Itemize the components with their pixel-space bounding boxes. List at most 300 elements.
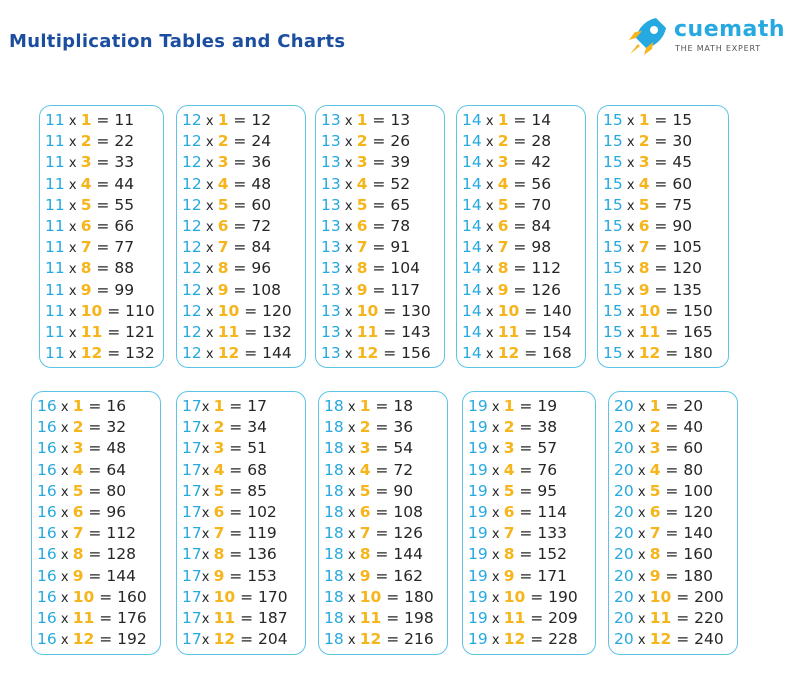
times-sign: x bbox=[622, 283, 639, 299]
table-row bbox=[324, 438, 447, 459]
product: 96 bbox=[251, 259, 272, 278]
equals-sign: = bbox=[671, 630, 695, 649]
base-number: 18 bbox=[324, 608, 344, 627]
product: 16 bbox=[106, 397, 127, 415]
product: 187 bbox=[257, 608, 288, 627]
product: 13 bbox=[390, 111, 411, 129]
base-number: 20 bbox=[614, 502, 634, 521]
multiplier: 3 bbox=[649, 439, 661, 458]
equals-sign: = bbox=[91, 195, 115, 214]
times-sign: x bbox=[64, 347, 81, 363]
times-sign: x bbox=[481, 283, 498, 299]
table-row bbox=[321, 258, 444, 279]
multiplier: 1 bbox=[503, 397, 515, 415]
table-row bbox=[37, 396, 160, 417]
base-number: 19 bbox=[468, 439, 488, 458]
equals-sign: = bbox=[660, 460, 684, 479]
times-sign: x bbox=[487, 505, 504, 521]
multiplier: 6 bbox=[497, 216, 509, 235]
multiplier: 3 bbox=[217, 153, 229, 172]
times-sign: x bbox=[487, 421, 504, 437]
multiplier: 9 bbox=[638, 280, 650, 299]
base-number: 11 bbox=[45, 132, 65, 151]
product: 30 bbox=[672, 132, 693, 151]
times-sign: x bbox=[56, 421, 73, 437]
multiplier: 5 bbox=[497, 195, 509, 214]
times-sign: x bbox=[343, 463, 360, 479]
equals-sign: = bbox=[660, 545, 684, 564]
multiplier: 2 bbox=[497, 132, 509, 151]
product: 204 bbox=[257, 630, 288, 649]
times-sign: x bbox=[64, 325, 81, 341]
times-sign: x bbox=[481, 177, 498, 193]
table-row bbox=[603, 322, 728, 343]
equals-sign: = bbox=[228, 195, 252, 214]
equals-sign: = bbox=[649, 238, 673, 257]
product: 171 bbox=[537, 566, 567, 585]
table-row bbox=[468, 396, 595, 417]
table-row bbox=[468, 566, 595, 587]
times-sign: x bbox=[622, 304, 639, 320]
equals-sign: = bbox=[381, 587, 405, 606]
base-number: 15 bbox=[603, 132, 623, 151]
base-number: 17 bbox=[182, 587, 202, 606]
product: 33 bbox=[114, 153, 135, 172]
base-number: 13 bbox=[321, 153, 341, 172]
equals-sign: = bbox=[508, 132, 532, 151]
multiplier: 1 bbox=[80, 111, 92, 129]
equals-sign: = bbox=[228, 259, 252, 278]
multiplier: 9 bbox=[503, 566, 515, 585]
multiplier: 4 bbox=[649, 460, 661, 479]
multiplier: 12 bbox=[213, 630, 236, 649]
equals-sign: = bbox=[83, 460, 107, 479]
product: 15 bbox=[672, 111, 693, 129]
times-sign: x bbox=[340, 325, 357, 341]
times-sign: x bbox=[481, 347, 498, 363]
base-number: 12 bbox=[182, 322, 202, 341]
base-number: 13 bbox=[321, 132, 341, 151]
multiplier: 4 bbox=[217, 174, 229, 193]
brand-logo[interactable] bbox=[626, 14, 785, 58]
product: 48 bbox=[106, 439, 127, 458]
table-17 bbox=[176, 391, 306, 655]
table-row bbox=[182, 566, 305, 587]
base-number: 14 bbox=[462, 238, 482, 257]
base-number: 17 bbox=[182, 418, 202, 437]
product: 72 bbox=[393, 460, 414, 479]
multiplier: 12 bbox=[649, 630, 672, 649]
times-sign: x bbox=[343, 421, 360, 437]
product: 152 bbox=[537, 545, 567, 564]
base-number: 19 bbox=[468, 545, 488, 564]
product: 216 bbox=[404, 630, 434, 649]
times-sign: x bbox=[487, 527, 504, 543]
table-row bbox=[182, 152, 305, 173]
equals-sign: = bbox=[102, 301, 126, 320]
product: 133 bbox=[537, 524, 567, 543]
table-row bbox=[321, 131, 444, 152]
table-row bbox=[37, 566, 160, 587]
equals-sign: = bbox=[378, 301, 402, 320]
times-sign: x bbox=[633, 400, 650, 415]
product: 108 bbox=[393, 502, 423, 521]
table-row bbox=[614, 608, 737, 629]
base-number: 11 bbox=[45, 259, 65, 278]
times-sign: x bbox=[56, 590, 73, 606]
multiplier: 8 bbox=[72, 545, 84, 564]
product: 120 bbox=[683, 502, 713, 521]
times-sign: x bbox=[64, 283, 81, 299]
equals-sign: = bbox=[94, 630, 118, 649]
table-row bbox=[182, 460, 305, 481]
times-sign: x bbox=[343, 611, 360, 627]
product: 170 bbox=[257, 587, 288, 606]
times-sign: x bbox=[633, 590, 650, 606]
equals-sign: = bbox=[514, 439, 538, 458]
product: 110 bbox=[125, 301, 155, 320]
base-number: 15 bbox=[603, 195, 623, 214]
multiplier: 4 bbox=[497, 174, 509, 193]
product: 192 bbox=[117, 630, 147, 649]
product: 140 bbox=[542, 301, 572, 320]
multiplier: 10 bbox=[213, 587, 236, 606]
equals-sign: = bbox=[508, 259, 532, 278]
product: 132 bbox=[262, 322, 292, 341]
product: 28 bbox=[531, 132, 552, 151]
base-number: 11 bbox=[45, 301, 65, 320]
multiplier: 10 bbox=[359, 587, 382, 606]
equals-sign: = bbox=[514, 524, 538, 543]
equals-sign: = bbox=[370, 418, 394, 437]
multiplier: 1 bbox=[359, 397, 371, 415]
multiplier: 12 bbox=[356, 344, 379, 363]
multiplier: 8 bbox=[503, 545, 515, 564]
multiplier: 7 bbox=[217, 238, 229, 257]
equals-sign: = bbox=[367, 195, 391, 214]
equals-sign: = bbox=[228, 111, 252, 129]
times-sign: x bbox=[487, 548, 504, 564]
times-sign: x bbox=[56, 442, 73, 458]
equals-sign: = bbox=[367, 174, 391, 193]
equals-sign: = bbox=[239, 301, 263, 320]
equals-sign: = bbox=[91, 280, 115, 299]
table-row bbox=[462, 216, 585, 237]
product: 80 bbox=[106, 481, 127, 500]
times-sign: x bbox=[343, 400, 360, 415]
times-sign: x bbox=[56, 484, 73, 500]
base-number: 18 bbox=[324, 418, 344, 437]
multiplier: 5 bbox=[217, 195, 229, 214]
times-sign: x bbox=[64, 304, 81, 320]
base-number: 14 bbox=[462, 301, 482, 320]
product: 57 bbox=[537, 439, 558, 458]
base-number: 16 bbox=[37, 439, 57, 458]
multiplier: 10 bbox=[649, 587, 672, 606]
base-number: 20 bbox=[614, 566, 634, 585]
table-row bbox=[324, 587, 447, 608]
product: 14 bbox=[531, 111, 552, 129]
equals-sign: = bbox=[649, 132, 673, 151]
times-sign: x bbox=[201, 421, 214, 437]
multiplier: 6 bbox=[638, 216, 650, 235]
table-row bbox=[614, 481, 737, 502]
equals-sign: = bbox=[514, 418, 538, 437]
equals-sign: = bbox=[508, 174, 532, 193]
times-sign: x bbox=[340, 241, 357, 257]
product: 168 bbox=[542, 344, 572, 363]
table-row bbox=[45, 174, 163, 195]
multiplier: 1 bbox=[217, 111, 229, 129]
table-row bbox=[321, 216, 444, 237]
product: 162 bbox=[393, 566, 423, 585]
product: 88 bbox=[114, 259, 135, 278]
multiplier: 7 bbox=[503, 524, 515, 543]
table-20 bbox=[608, 391, 738, 655]
multiplier: 5 bbox=[213, 481, 225, 500]
base-number: 17 bbox=[182, 397, 202, 415]
multiplier: 6 bbox=[217, 216, 229, 235]
product: 51 bbox=[247, 439, 267, 458]
base-number: 16 bbox=[37, 630, 57, 649]
product: 156 bbox=[401, 344, 431, 363]
equals-sign: = bbox=[508, 216, 532, 235]
multiplier: 8 bbox=[217, 259, 229, 278]
table-row bbox=[182, 195, 305, 216]
times-sign: x bbox=[201, 347, 218, 363]
product: 48 bbox=[251, 174, 272, 193]
multiplier: 8 bbox=[80, 259, 92, 278]
multiplier: 10 bbox=[72, 587, 95, 606]
multiplier: 10 bbox=[80, 301, 103, 320]
table-row bbox=[603, 258, 728, 279]
equals-sign: = bbox=[91, 174, 115, 193]
times-sign: x bbox=[622, 325, 639, 341]
table-row bbox=[182, 343, 305, 364]
base-number: 18 bbox=[324, 481, 344, 500]
product: 65 bbox=[390, 195, 411, 214]
table-row bbox=[45, 110, 163, 131]
product: 56 bbox=[531, 174, 552, 193]
equals-sign: = bbox=[91, 238, 115, 257]
times-sign: x bbox=[622, 262, 639, 278]
base-number: 11 bbox=[45, 322, 65, 341]
equals-sign: = bbox=[91, 153, 115, 172]
base-number: 15 bbox=[603, 344, 623, 363]
equals-sign: = bbox=[508, 280, 532, 299]
product: 104 bbox=[390, 259, 420, 278]
multiplier: 2 bbox=[359, 418, 371, 437]
base-number: 20 bbox=[614, 630, 634, 649]
product: 68 bbox=[247, 460, 267, 479]
product: 91 bbox=[390, 238, 411, 257]
table-row bbox=[468, 502, 595, 523]
table-row bbox=[603, 216, 728, 237]
table-row bbox=[182, 438, 305, 459]
equals-sign: = bbox=[224, 566, 248, 585]
multiplier: 11 bbox=[649, 608, 672, 627]
table-row bbox=[321, 110, 444, 131]
product: 160 bbox=[683, 545, 713, 564]
equals-sign: = bbox=[367, 111, 391, 129]
multiplier: 6 bbox=[359, 502, 371, 521]
product: 121 bbox=[125, 322, 155, 341]
base-number: 15 bbox=[603, 174, 623, 193]
table-row bbox=[468, 629, 595, 650]
multiplier: 6 bbox=[80, 216, 92, 235]
product: 95 bbox=[537, 481, 558, 500]
multiplier: 7 bbox=[638, 238, 650, 257]
product: 176 bbox=[117, 608, 147, 627]
table-row bbox=[182, 131, 305, 152]
base-number: 19 bbox=[468, 608, 488, 627]
table-row bbox=[182, 417, 305, 438]
equals-sign: = bbox=[378, 322, 402, 341]
product: 72 bbox=[251, 216, 272, 235]
table-15 bbox=[597, 105, 729, 368]
base-number: 20 bbox=[614, 418, 634, 437]
product: 130 bbox=[401, 301, 431, 320]
multiplier: 2 bbox=[503, 418, 515, 437]
table-row bbox=[468, 417, 595, 438]
equals-sign: = bbox=[83, 418, 107, 437]
times-sign: x bbox=[487, 442, 504, 458]
base-number: 17 bbox=[182, 502, 202, 521]
table-row bbox=[45, 322, 163, 343]
multiplier: 4 bbox=[359, 460, 371, 479]
times-sign: x bbox=[340, 219, 357, 235]
base-number: 19 bbox=[468, 587, 488, 606]
base-number: 15 bbox=[603, 238, 623, 257]
base-number: 13 bbox=[321, 216, 341, 235]
product: 17 bbox=[247, 397, 267, 415]
equals-sign: = bbox=[228, 238, 252, 257]
base-number: 17 bbox=[182, 439, 202, 458]
table-row bbox=[468, 438, 595, 459]
equals-sign: = bbox=[239, 322, 263, 341]
multiplier: 5 bbox=[359, 481, 371, 500]
times-sign: x bbox=[487, 484, 504, 500]
times-sign: x bbox=[56, 505, 73, 521]
table-row bbox=[462, 280, 585, 301]
base-number: 12 bbox=[182, 174, 202, 193]
base-number: 18 bbox=[324, 502, 344, 521]
base-number: 15 bbox=[603, 216, 623, 235]
product: 126 bbox=[393, 524, 423, 543]
multiplier: 2 bbox=[356, 132, 368, 151]
table-row bbox=[462, 131, 585, 152]
times-sign: x bbox=[340, 177, 357, 193]
table-row bbox=[603, 343, 728, 364]
product: 136 bbox=[247, 545, 277, 564]
multiplier: 10 bbox=[356, 301, 379, 320]
equals-sign: = bbox=[102, 322, 126, 341]
table-row bbox=[462, 322, 585, 343]
product: 153 bbox=[247, 566, 277, 585]
multiplier: 9 bbox=[213, 566, 225, 585]
equals-sign: = bbox=[649, 280, 673, 299]
times-sign: x bbox=[633, 421, 650, 437]
equals-sign: = bbox=[671, 608, 695, 627]
base-number: 16 bbox=[37, 545, 57, 564]
product: 144 bbox=[393, 545, 423, 564]
table-row bbox=[182, 523, 305, 544]
table-row bbox=[37, 629, 160, 650]
product: 180 bbox=[683, 344, 713, 363]
base-number: 18 bbox=[324, 587, 344, 606]
table-row bbox=[182, 396, 305, 417]
times-sign: x bbox=[633, 569, 650, 585]
base-number: 12 bbox=[182, 111, 202, 129]
table-row bbox=[45, 195, 163, 216]
multiplier: 6 bbox=[503, 502, 515, 521]
equals-sign: = bbox=[367, 216, 391, 235]
equals-sign: = bbox=[649, 195, 673, 214]
table-row bbox=[37, 460, 160, 481]
table-row bbox=[321, 280, 444, 301]
base-number: 17 bbox=[182, 481, 202, 500]
table-row bbox=[468, 608, 595, 629]
times-sign: x bbox=[487, 569, 504, 585]
product: 98 bbox=[531, 238, 552, 257]
base-number: 14 bbox=[462, 111, 482, 129]
equals-sign: = bbox=[660, 344, 684, 363]
multiplier: 7 bbox=[80, 238, 92, 257]
table-row bbox=[468, 523, 595, 544]
equals-sign: = bbox=[83, 397, 107, 415]
equals-sign: = bbox=[224, 460, 248, 479]
multiplier: 7 bbox=[359, 524, 371, 543]
product: 144 bbox=[106, 566, 136, 585]
times-sign: x bbox=[481, 114, 498, 129]
times-sign: x bbox=[622, 198, 639, 214]
equals-sign: = bbox=[228, 132, 252, 151]
multiplier: 12 bbox=[359, 630, 382, 649]
equals-sign: = bbox=[370, 481, 394, 500]
table-row bbox=[462, 343, 585, 364]
table-row bbox=[321, 174, 444, 195]
equals-sign: = bbox=[514, 566, 538, 585]
multiplier: 4 bbox=[503, 460, 515, 479]
table-16 bbox=[31, 391, 161, 655]
product: 60 bbox=[251, 195, 272, 214]
product: 220 bbox=[694, 608, 724, 627]
equals-sign: = bbox=[525, 587, 549, 606]
table-row bbox=[182, 237, 305, 258]
equals-sign: = bbox=[671, 587, 695, 606]
product: 66 bbox=[114, 216, 135, 235]
base-number: 18 bbox=[324, 524, 344, 543]
equals-sign: = bbox=[649, 174, 673, 193]
table-row bbox=[321, 237, 444, 258]
times-sign: x bbox=[622, 135, 639, 151]
equals-sign: = bbox=[228, 216, 252, 235]
times-sign: x bbox=[201, 304, 218, 320]
table-row bbox=[462, 174, 585, 195]
times-sign: x bbox=[64, 177, 81, 193]
product: 54 bbox=[393, 439, 414, 458]
equals-sign: = bbox=[235, 630, 258, 649]
times-sign: x bbox=[201, 325, 218, 341]
table-row bbox=[37, 544, 160, 565]
table-row bbox=[468, 587, 595, 608]
product: 119 bbox=[247, 524, 277, 543]
multiplier: 4 bbox=[213, 460, 225, 479]
equals-sign: = bbox=[370, 502, 394, 521]
table-14 bbox=[456, 105, 586, 368]
multiplier: 3 bbox=[638, 153, 650, 172]
product: 240 bbox=[694, 630, 724, 649]
